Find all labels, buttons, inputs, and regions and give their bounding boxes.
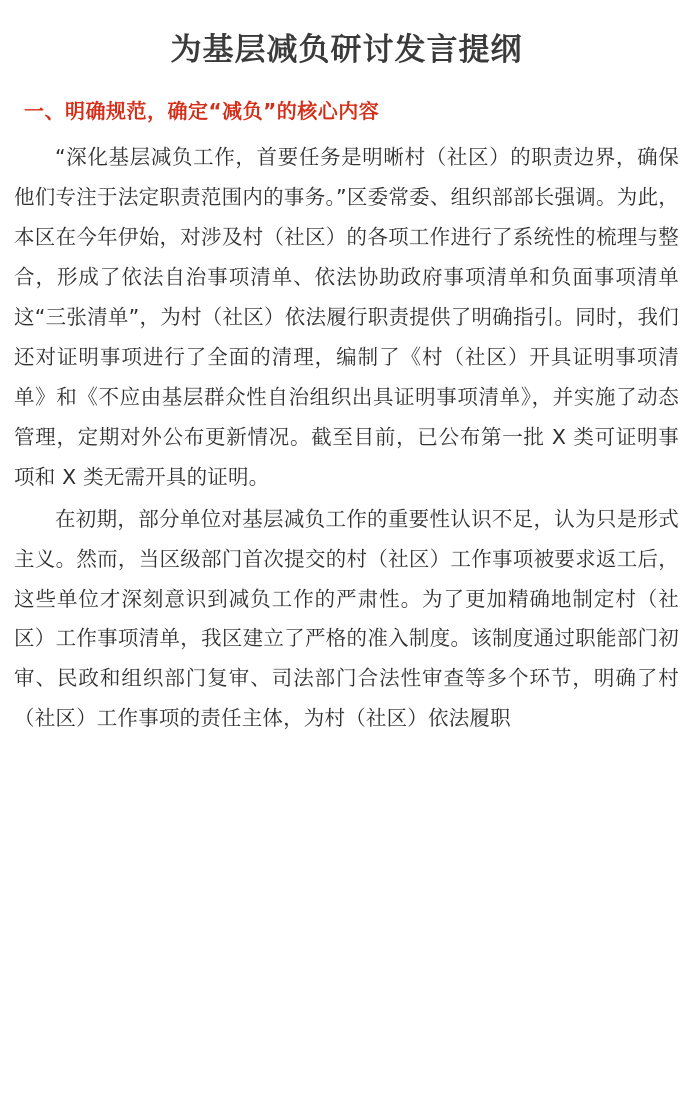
page-title: 为基层减负研讨发言提纲	[170, 32, 523, 68]
section-heading-1: 一、明确规范，确定“减负”的核心内容	[24, 98, 380, 123]
paragraph-1: “深化基层减负工作，首要任务是明晰村（社区）的职责边界，确保他们专注于法定职责范围内的事务。”区委常委、组织部部长强调。为此，本区在今年伊始，对涉及村（社区）的各项工作进行了系统性的梳理与整合，形成了依法自治事项清单、依法协助政府事项清单和负面事项清单这“三张清单”，为村（社区）依法履行职责提供了明确指引。同时，我们还对证明事项进行了全面的清理，编制了《村（社区）开具证明事项清单》和《不应由基层群众性自治组织出具证明事项清单》，并实施了动态管理，定期对外公布更新情况。截至目前，已公布第一批 X 类可证明事项和 X 类无需开具的证明。	[14, 144, 679, 489]
paragraph-2: 在初期，部分单位对基层减负工作的重要性认识不足，认为只是形式主义。然而，当区级部门首次提交的村（社区）工作事项被要求返工后，这些单位才深刻意识到减负工作的严肃性。为了更加精确地制定村（社区）工作事项清单，我区建立了严格的准入制度。该制度通过职能部门初审、民政和组织部门复审、司法部门合法性审查等多个环节，明确了村（社区）工作事项的责任主体，为村（社区）依法履职	[14, 506, 679, 731]
